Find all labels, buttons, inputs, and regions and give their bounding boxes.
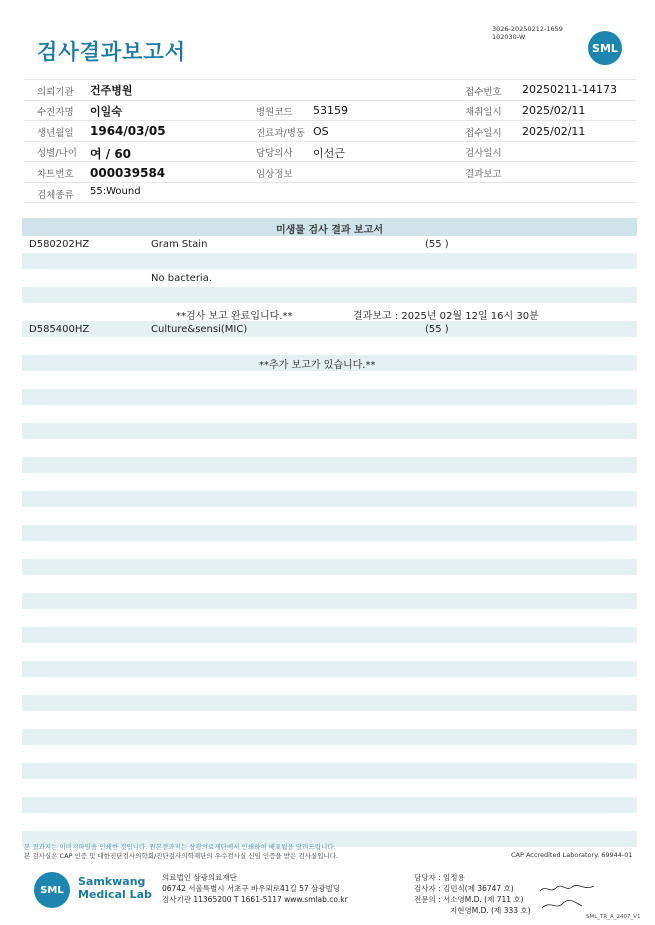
test-name: Culture&sensi(MIC) (151, 324, 248, 335)
staff-specialist-2: 지현영M.D. (제 333 호) (450, 906, 531, 915)
signature-image (538, 882, 598, 896)
clinical-info-label: 임상정보 (256, 169, 293, 180)
institution-label: 의뢰기관 (37, 87, 74, 98)
dept-label: 진료과/병동 (256, 128, 306, 139)
collect-date-value: 2025/02/11 (522, 104, 586, 117)
divider (24, 182, 636, 183)
birth-label: 생년월일 (37, 128, 74, 139)
collect-date-label: 채취일시 (465, 107, 502, 118)
receive-date-value: 2025/02/11 (522, 125, 586, 138)
staff-specialist: 전문의 : 서소영M.D. (제 711 호) (414, 895, 524, 904)
chart-no-label: 차트번호 (37, 169, 74, 180)
page-title: 검사결과보고서 (37, 40, 187, 64)
lab-name (78, 875, 152, 901)
divider (24, 100, 636, 101)
doc-code-line1: 3026-20250212-1659 (492, 25, 563, 33)
cap-accreditation: CAP Accredited Laboratory. 69944-01 (511, 851, 633, 859)
specimen-label: 검체종류 (37, 190, 74, 201)
dept-value: OS (313, 125, 329, 138)
doctor-label: 담당의사 (256, 148, 293, 159)
lab-name-line1: Samkwang (78, 875, 146, 888)
section-title: 미생물 검사 결과 보고서 (275, 225, 384, 236)
test-code: D585400HZ (29, 324, 90, 335)
chart-no-value: 000039584 (90, 166, 166, 180)
lab-address: 06742 서울특별시 서초구 바우뫼로41길 57 삼광빌딩 (162, 884, 341, 893)
sex-age-label: 성별/나이 (37, 148, 77, 159)
test-date-label: 검사일시 (465, 148, 502, 159)
name-label: 수진자명 (37, 107, 74, 118)
report-complete-note: **검사 보고 완료입니다.** (176, 311, 293, 322)
divider (24, 141, 636, 142)
divider (24, 79, 636, 80)
doc-code (492, 25, 563, 41)
test-code: D580202HZ (29, 239, 90, 250)
test-name: Gram Stain (151, 239, 208, 250)
lab-contact: 검사기관 11365200 T 1661-5117 www.smlab.co.kr (162, 895, 348, 904)
divider (24, 120, 636, 121)
receipt-no-label: 접수번호 (465, 87, 502, 98)
org-name: 의료법인 삼광의료재단 (162, 873, 237, 882)
staff-manager: 담당자 : 임정용 (414, 873, 465, 882)
hospital-code-value: 53159 (313, 104, 348, 117)
sml-logo-icon: SML (588, 31, 622, 65)
specimen-value: 55:Wound (90, 186, 141, 197)
receipt-no-value: 20250211-14173 (522, 83, 617, 96)
lab-info (162, 872, 348, 905)
form-code: SML_TR_A_2407_V1 (586, 914, 641, 920)
divider (24, 202, 636, 203)
birth-value: 1964/03/05 (90, 124, 166, 138)
notice-print: 본 결과지는 이미지파일을 인쇄한 것입니다. 원본결과지는 삼광의료재단에서 인쇄하여 배포됨을 알려드립니다. (24, 843, 336, 851)
lab-name-line2: Medical Lab (78, 888, 152, 901)
receive-date-label: 접수일시 (465, 128, 502, 139)
doc-code-line2: 102030-W (492, 33, 526, 41)
report-label: 결과보고 (465, 169, 502, 180)
staff-tester: 검사자 : 김민식(제 36747 호) (414, 884, 514, 893)
institution-value: 건주병원 (90, 84, 133, 97)
sml-logo-icon: SML (34, 872, 70, 908)
hospital-code-label: 병원코드 (256, 107, 293, 118)
report-time: 결과보고 : 2025년 02월 12일 16시 30분 (353, 311, 539, 322)
additional-report-note: **추가 보고가 있습니다.** (259, 360, 376, 371)
sex-age-value: 여 / 60 (90, 147, 132, 161)
signature-image (540, 896, 584, 912)
name-value: 이일숙 (90, 105, 122, 118)
gram-stain-result: No bacteria. (151, 273, 213, 284)
test-specimen: (55 ) (425, 239, 449, 250)
test-specimen: (55 ) (425, 324, 449, 335)
notice-cap: 본 검사실은 CAP 인증 및 대한진단검사의학회/진단검사의학재단의 우수검사실 신임 인증을 받은 검사실입니다. (24, 852, 339, 860)
doctor-value: 이선근 (313, 147, 345, 160)
staff-info (414, 872, 531, 916)
